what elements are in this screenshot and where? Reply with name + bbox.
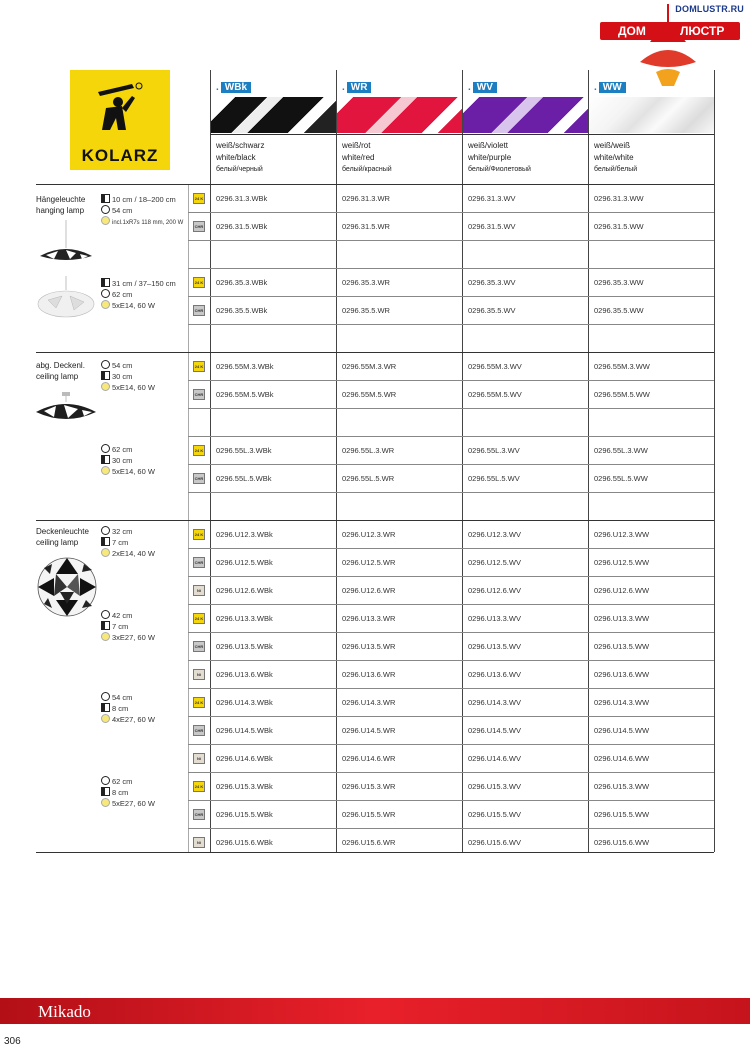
color-name-en: white/black <box>216 153 256 162</box>
article-number: 0296.U13.3.WR <box>342 614 396 623</box>
color-name-ru: белый/белый <box>594 166 638 173</box>
color-swatch <box>211 97 336 133</box>
spec-line <box>101 300 155 310</box>
color-name-ru: белый/красный <box>342 166 392 173</box>
spec-value: 30 cm <box>112 456 133 465</box>
row-divider <box>36 184 714 185</box>
dimension-icon <box>101 278 110 287</box>
spec-value: 54 cm <box>112 693 133 702</box>
color-name-en: white/red <box>342 153 375 162</box>
article-number: 0296.U13.6.WR <box>342 670 396 679</box>
icon-column-divider <box>188 184 189 852</box>
spec-value: 32 cm <box>112 527 133 536</box>
diameter-icon <box>101 526 110 535</box>
collection-title: Mikado <box>38 1002 91 1021</box>
pendant-ceiling-lamp-image <box>34 392 98 428</box>
header-divider <box>210 134 714 135</box>
article-number: 0296.U12.5.WBk <box>216 558 273 567</box>
gold-finish-icon: 24 K <box>193 193 205 204</box>
dimension-icon <box>101 371 110 380</box>
section-label-de: abg. Deckenl. <box>36 361 85 370</box>
chrome-finish-icon: CHR <box>193 641 205 652</box>
color-code-tag: WBk <box>221 82 251 93</box>
article-number: 0296.55L.3.WR <box>342 446 395 455</box>
site-name-left: ДОМ <box>618 24 646 38</box>
spec-line <box>101 455 132 465</box>
spec-value: 10 cm / 18–200 cm <box>112 195 176 204</box>
hanging-lamp-large-image <box>34 276 98 322</box>
spec-value: 30 cm <box>112 372 133 381</box>
spec-line <box>101 526 132 536</box>
article-number: 0296.U12.5.WR <box>342 558 396 567</box>
gold-finish-icon: 24 K <box>193 529 205 540</box>
spec-line <box>101 466 155 476</box>
spec-line <box>101 621 128 631</box>
row-divider <box>36 852 714 853</box>
chrome-finish-icon: CHR <box>193 221 205 232</box>
article-number: 0296.U14.6.WV <box>468 754 521 763</box>
article-number: 0296.U14.6.WR <box>342 754 396 763</box>
chrome-finish-icon: CHR <box>193 557 205 568</box>
bulb-icon <box>101 466 110 475</box>
article-number: 0296.U15.3.WBk <box>216 782 273 791</box>
article-number: 0296.35.3.WBk <box>216 278 268 287</box>
article-number: 0296.U15.3.WW <box>594 782 650 791</box>
hanging-lamp-small-image <box>36 220 96 268</box>
row-divider <box>188 688 714 689</box>
dimension-icon <box>101 537 110 546</box>
row-divider <box>188 604 714 605</box>
article-number: 0296.U14.3.WV <box>468 698 521 707</box>
article-number: 0296.U13.3.WW <box>594 614 650 623</box>
article-number: 0296.U15.6.WBk <box>216 838 273 847</box>
section-label-de: Hängeleuchte <box>36 195 86 204</box>
color-name-en: white/white <box>594 153 634 162</box>
article-number: 0296.55L.5.WW <box>594 474 648 483</box>
row-divider <box>188 212 714 213</box>
bulb-icon <box>101 632 110 641</box>
spec-value: 4xE27, 60 W <box>112 715 155 724</box>
spec-value: 3xE27, 60 W <box>112 633 155 642</box>
gold-finish-icon: 24 K <box>193 277 205 288</box>
row-divider <box>188 548 714 549</box>
article-number: 0296.55M.3.WW <box>594 362 650 371</box>
diameter-icon <box>101 289 110 298</box>
article-number: 0296.55L.5.WR <box>342 474 395 483</box>
row-divider <box>188 464 714 465</box>
color-name <box>468 140 531 176</box>
spec-value: 62 cm <box>112 777 133 786</box>
gold-finish-icon: 24 K <box>193 445 205 456</box>
article-number: 0296.U14.5.WR <box>342 726 396 735</box>
color-code-tag: WV <box>473 82 497 93</box>
color-name <box>216 140 264 176</box>
article-number: 0296.U15.5.WW <box>594 810 650 819</box>
diameter-icon <box>101 610 110 619</box>
article-number: 0296.U13.3.WBk <box>216 614 273 623</box>
article-number: 0296.35.5.WR <box>342 306 390 315</box>
color-code-tag: WR <box>347 82 372 93</box>
color-code-prefix: . <box>468 82 471 93</box>
article-number: 0296.U12.3.WR <box>342 530 396 539</box>
spec-line <box>101 692 132 702</box>
spec-line <box>101 776 132 786</box>
row-divider <box>188 268 714 269</box>
diameter-icon <box>101 360 110 369</box>
section-label-en: ceiling lamp <box>36 372 79 381</box>
site-name-badge <box>600 22 740 40</box>
article-number: 0296.U14.3.WW <box>594 698 650 707</box>
color-name <box>594 140 637 176</box>
gold-finish-icon: 24 K <box>193 697 205 708</box>
row-divider <box>188 296 714 297</box>
row-divider <box>188 800 714 801</box>
color-code-header <box>468 82 497 93</box>
article-number: 0296.31.5.WBk <box>216 222 268 231</box>
spec-line <box>101 632 155 642</box>
nickel-finish-icon: Ni <box>193 837 205 848</box>
column-divider <box>210 70 211 852</box>
row-divider <box>188 240 714 241</box>
article-number: 0296.55M.5.WV <box>468 390 522 399</box>
article-number: 0296.55L.5.WV <box>468 474 520 483</box>
section-label-en: ceiling lamp <box>36 538 79 547</box>
article-number: 0296.U14.6.WW <box>594 754 650 763</box>
spec-value: 42 cm <box>112 611 133 620</box>
section-label-ceiling <box>36 526 89 548</box>
section-label-pendant-ceiling <box>36 360 85 382</box>
spec-value: 54 cm <box>112 206 133 215</box>
bulb-icon <box>101 548 110 557</box>
spec-line <box>101 787 128 797</box>
spec-line <box>101 278 176 288</box>
spec-line <box>101 537 128 547</box>
chrome-finish-icon: CHR <box>193 725 205 736</box>
page-number: 306 <box>4 1036 21 1047</box>
article-number: 0296.31.3.WBk <box>216 194 268 203</box>
dimension-icon <box>101 194 110 203</box>
article-number: 0296.U14.6.WBk <box>216 754 273 763</box>
article-number: 0296.U15.6.WW <box>594 838 650 847</box>
spec-line <box>101 703 128 713</box>
article-number: 0296.31.3.WR <box>342 194 390 203</box>
gold-finish-icon: 24 K <box>193 613 205 624</box>
waiter-icon <box>92 78 148 136</box>
spec-value: 8 cm <box>112 788 129 797</box>
article-number: 0296.35.3.WR <box>342 278 390 287</box>
color-code-tag: WW <box>599 82 626 93</box>
color-code-header <box>342 82 371 93</box>
spec-value: 5xE14, 60 W <box>112 383 155 392</box>
chandelier-icon <box>628 2 708 92</box>
diameter-icon <box>101 205 110 214</box>
article-number: 0296.U14.5.WBk <box>216 726 273 735</box>
spec-line <box>101 798 155 808</box>
article-number: 0296.U12.3.WW <box>594 530 650 539</box>
article-number: 0296.U13.6.WBk <box>216 670 273 679</box>
article-number: 0296.55M.5.WR <box>342 390 397 399</box>
article-number: 0296.U13.5.WW <box>594 642 650 651</box>
article-number: 0296.U13.5.WBk <box>216 642 273 651</box>
row-divider <box>36 352 714 353</box>
spec-line <box>101 205 132 215</box>
spec-value: 54 cm <box>112 361 133 370</box>
color-name-de: weiß/weiß <box>594 141 631 150</box>
chrome-finish-icon: CHR <box>193 389 205 400</box>
dimension-icon <box>101 455 110 464</box>
article-number: 0296.55M.3.WV <box>468 362 522 371</box>
article-number: 0296.U14.5.WV <box>468 726 521 735</box>
site-logo[interactable] <box>590 2 750 92</box>
color-code-header <box>594 82 626 93</box>
site-name-right: ЛЮСТР <box>680 24 725 38</box>
spec-value: 5xE14, 60 W <box>112 301 155 310</box>
chrome-finish-icon: CHR <box>193 473 205 484</box>
spec-value: 8 cm <box>112 704 129 713</box>
column-divider <box>714 70 715 852</box>
article-number: 0296.U12.6.WBk <box>216 586 273 595</box>
article-number: 0296.U15.6.WV <box>468 838 521 847</box>
color-code-header <box>216 82 251 93</box>
row-divider <box>188 744 714 745</box>
section-label-hanging <box>36 194 85 216</box>
nickel-finish-icon: Ni <box>193 585 205 596</box>
nickel-finish-icon: Ni <box>193 753 205 764</box>
spec-line <box>101 382 155 392</box>
article-number: 0296.55M.3.WBk <box>216 362 274 371</box>
row-divider <box>188 632 714 633</box>
section-label-en: hanging lamp <box>36 206 85 215</box>
spec-line <box>101 548 155 558</box>
bulb-icon <box>101 798 110 807</box>
row-divider <box>188 436 714 437</box>
spec-value: 7 cm <box>112 622 129 631</box>
article-number: 0296.55M.3.WR <box>342 362 397 371</box>
bulb-icon <box>101 300 110 309</box>
article-number: 0296.U12.5.WW <box>594 558 650 567</box>
spec-line <box>101 194 176 204</box>
spec-line <box>101 360 132 370</box>
bulb-icon <box>101 382 110 391</box>
row-divider <box>188 408 714 409</box>
spec-value: 31 cm / 37–150 cm <box>112 279 176 288</box>
color-name-de: weiß/rot <box>342 141 371 150</box>
color-name-de: weiß/schwarz <box>216 141 265 150</box>
dimension-icon <box>101 703 110 712</box>
article-number: 0296.55M.5.WW <box>594 390 650 399</box>
site-url[interactable]: DOMLUSTR.RU <box>675 4 744 14</box>
row-divider <box>188 492 714 493</box>
spec-value: 5xE14, 60 W <box>112 467 155 476</box>
color-swatch <box>337 97 462 133</box>
gold-finish-icon: 24 K <box>193 361 205 372</box>
row-divider <box>188 660 714 661</box>
article-number: 0296.U12.6.WW <box>594 586 650 595</box>
chrome-finish-icon: CHR <box>193 809 205 820</box>
color-name-ru: белый/Фиолетовый <box>468 166 531 173</box>
spec-value: 62 cm <box>112 290 133 299</box>
column-divider <box>588 70 589 852</box>
article-number: 0296.U12.3.WBk <box>216 530 273 539</box>
article-number: 0296.55M.5.WBk <box>216 390 274 399</box>
brand-name: KOLARZ <box>81 146 159 165</box>
spec-value: incl.1xR7s 118 mm, 200 W <box>112 220 184 226</box>
bulb-icon <box>101 216 110 225</box>
row-divider <box>188 716 714 717</box>
article-number: 0296.35.5.WBk <box>216 306 268 315</box>
color-code-prefix: . <box>342 82 345 93</box>
dimension-icon <box>101 621 110 630</box>
spec-line <box>101 216 183 226</box>
section-label-de: Deckenleuchte <box>36 527 89 536</box>
article-number: 0296.U12.6.WV <box>468 586 521 595</box>
spec-line <box>101 371 132 381</box>
article-number: 0296.U15.5.WV <box>468 810 521 819</box>
spec-line <box>101 610 132 620</box>
color-swatch <box>463 97 588 133</box>
article-number: 0296.U14.3.WBk <box>216 698 273 707</box>
article-number: 0296.35.5.WW <box>594 306 644 315</box>
gold-finish-icon: 24 K <box>193 781 205 792</box>
row-divider <box>188 772 714 773</box>
chrome-finish-icon: CHR <box>193 305 205 316</box>
color-name-ru: белый/черный <box>216 166 263 173</box>
row-divider <box>188 324 714 325</box>
article-number: 0296.31.3.WW <box>594 194 644 203</box>
article-number: 0296.55L.3.WBk <box>216 446 272 455</box>
article-number: 0296.U15.5.WBk <box>216 810 273 819</box>
footer-bar <box>0 998 750 1024</box>
article-number: 0296.U14.5.WW <box>594 726 650 735</box>
spec-line <box>101 289 132 299</box>
article-number: 0296.U13.6.WW <box>594 670 650 679</box>
row-divider <box>188 380 714 381</box>
color-code-prefix: . <box>216 82 219 93</box>
article-number: 0296.55L.3.WW <box>594 446 648 455</box>
article-number: 0296.U15.5.WR <box>342 810 396 819</box>
spec-value: 7 cm <box>112 538 129 547</box>
article-number: 0296.35.3.WW <box>594 278 644 287</box>
article-number: 0296.31.3.WV <box>468 194 516 203</box>
diameter-icon <box>101 444 110 453</box>
row-divider <box>188 828 714 829</box>
spec-line <box>101 444 132 454</box>
article-number: 0296.35.5.WV <box>468 306 516 315</box>
brand-logo <box>70 70 170 170</box>
article-number: 0296.U13.6.WV <box>468 670 521 679</box>
article-number: 0296.31.5.WW <box>594 222 644 231</box>
article-number: 0296.31.5.WV <box>468 222 516 231</box>
article-number: 0296.U13.5.WV <box>468 642 521 651</box>
dimension-icon <box>101 787 110 796</box>
article-number: 0296.U15.3.WR <box>342 782 396 791</box>
article-number: 0296.U15.3.WV <box>468 782 521 791</box>
spec-value: 2xE14, 40 W <box>112 549 155 558</box>
row-divider <box>36 520 714 521</box>
spec-value: 5xE27, 60 W <box>112 799 155 808</box>
ceiling-lamp-image <box>36 556 98 618</box>
color-name-de: weiß/violett <box>468 141 509 150</box>
spec-value: 62 cm <box>112 445 133 454</box>
diameter-icon <box>101 692 110 701</box>
article-number: 0296.U13.3.WV <box>468 614 521 623</box>
color-swatch <box>589 97 714 133</box>
article-number: 0296.55L.5.WBk <box>216 474 272 483</box>
article-number: 0296.U12.6.WR <box>342 586 396 595</box>
spec-line <box>101 714 155 724</box>
color-name-en: white/purple <box>468 153 512 162</box>
row-divider <box>188 576 714 577</box>
bulb-icon <box>101 714 110 723</box>
article-number: 0296.U15.6.WR <box>342 838 396 847</box>
article-number: 0296.31.5.WR <box>342 222 390 231</box>
color-name <box>342 140 392 176</box>
article-number: 0296.U14.3.WR <box>342 698 396 707</box>
article-number: 0296.U12.5.WV <box>468 558 521 567</box>
column-divider <box>336 70 337 852</box>
article-number: 0296.55L.3.WV <box>468 446 520 455</box>
article-number: 0296.U13.5.WR <box>342 642 396 651</box>
diameter-icon <box>101 776 110 785</box>
article-number: 0296.U12.3.WV <box>468 530 521 539</box>
nickel-finish-icon: Ni <box>193 669 205 680</box>
column-divider <box>462 70 463 852</box>
color-code-prefix: . <box>594 82 597 93</box>
article-number: 0296.35.3.WV <box>468 278 516 287</box>
